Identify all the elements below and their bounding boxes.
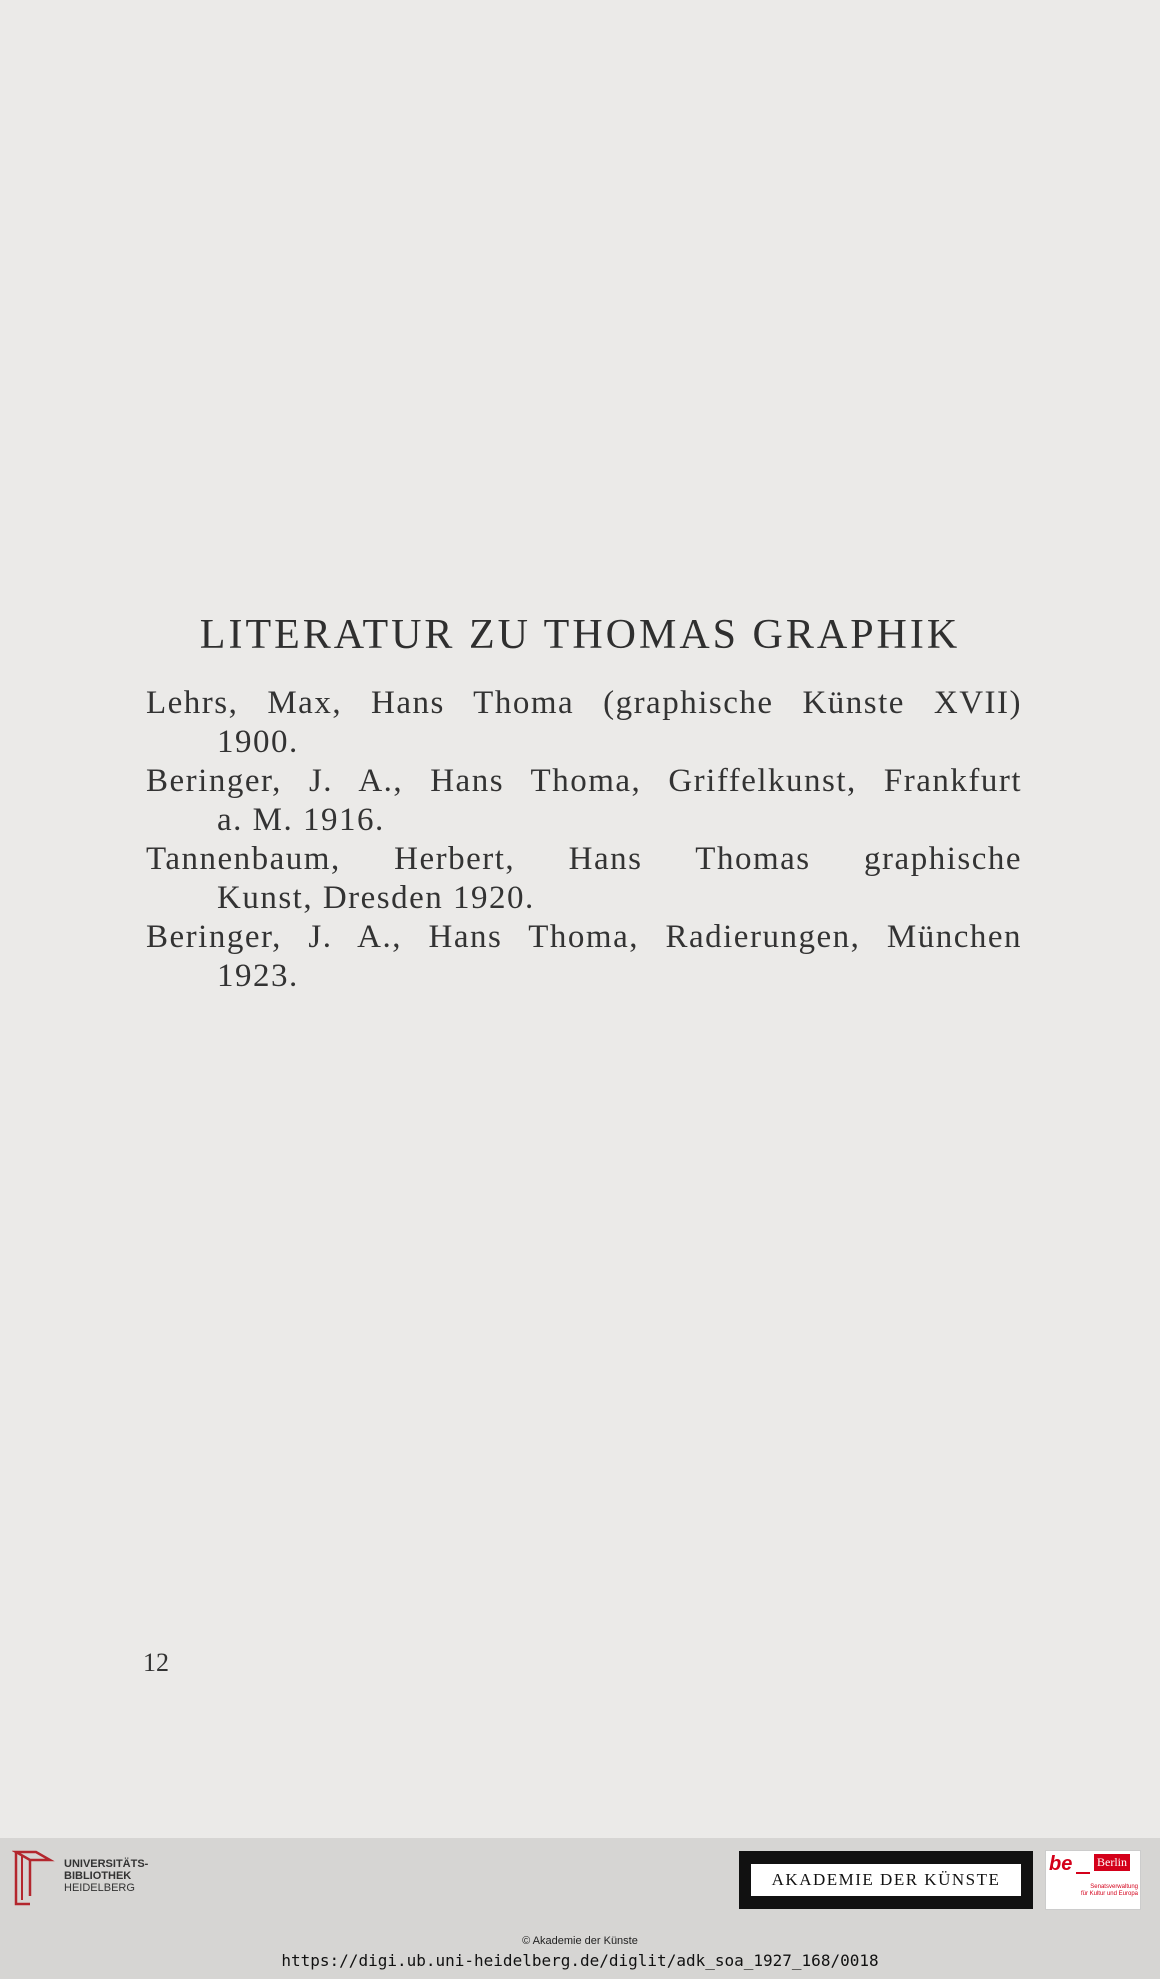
reference-line: Beringer, J. A., Hans Thoma, Griffelkunst, Frankfurt (146, 763, 1022, 799)
berlin-logo-prefix: be (1049, 1853, 1073, 1875)
library-logo-line: HEIDELBERG (64, 1882, 135, 1894)
reference-continuation: a. M. 1916. (217, 802, 385, 838)
berlin-logo-city: Berlin (1094, 1854, 1130, 1871)
reference-entry (146, 762, 1022, 840)
reference-entry (146, 918, 1022, 996)
reference-line: Beringer, J. A., Hans Thoma, Radierungen, München (146, 919, 1022, 955)
copyright-notice: © Akademie der Künste (522, 1935, 638, 1947)
library-logo-line: UNIVERSITÄTS- (64, 1858, 149, 1870)
library-logo-line: BIBLIOTHEK (64, 1870, 132, 1882)
reference-list (146, 684, 1022, 996)
berlin-gate-icon (1076, 1860, 1090, 1874)
reference-entry (146, 840, 1022, 918)
akademie-logo-text: AKADEMIE DER KÜNSTE (751, 1864, 1021, 1896)
reference-line: Lehrs, Max, Hans Thoma (graphische Künste XVII) (146, 685, 1022, 721)
page-number: 12 (143, 1648, 169, 1677)
akademie-logo[interactable] (739, 1851, 1033, 1909)
ub-heidelberg-logo-icon (12, 1846, 58, 1908)
berlin-logo-subline-2: für Kultur und Europa (1080, 1891, 1138, 1897)
library-logo-text (64, 1858, 148, 1894)
reference-continuation: 1923. (217, 958, 299, 994)
page-title: LITERATUR ZU THOMAS GRAPHIK (199, 612, 961, 658)
permalink-url[interactable]: https://digi.ub.uni-heidelberg.de/diglit/adk_soa_1927_168/0018 (281, 1951, 879, 1970)
berlin-logo-subline (1080, 1884, 1138, 1898)
reference-continuation: 1900. (217, 724, 299, 760)
berlin-logo-subline-1: Senatsverwaltung (1090, 1884, 1138, 1890)
berlin-senate-logo[interactable] (1045, 1850, 1141, 1910)
reference-continuation: Kunst, Dresden 1920. (217, 880, 535, 916)
library-logo[interactable] (12, 1846, 172, 1908)
reference-entry (146, 684, 1022, 762)
reference-line: Tannenbaum, Herbert, Hans Thomas graphische (146, 841, 1022, 877)
